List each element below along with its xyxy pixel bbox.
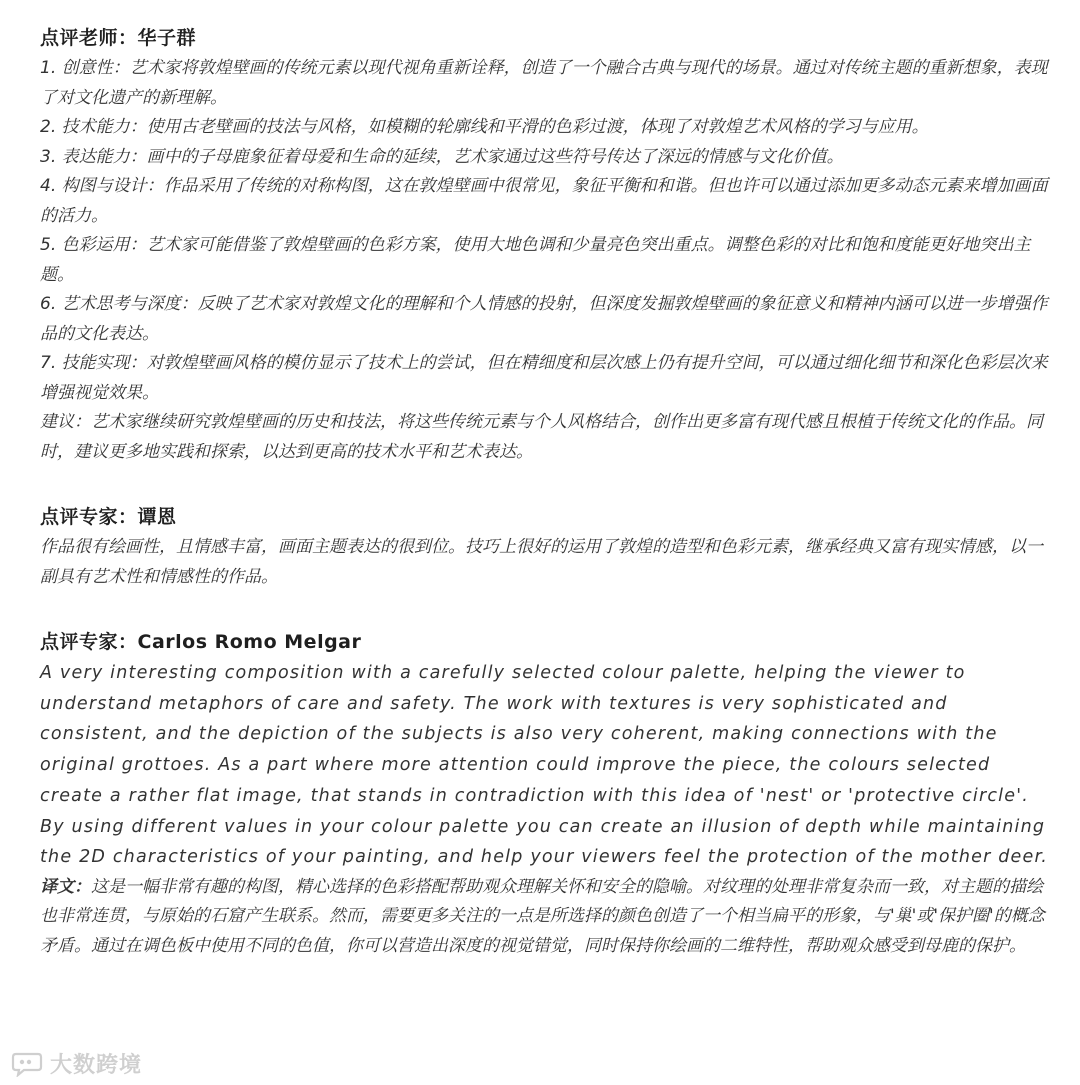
review-paragraph: 7. 技能实现：对敦煌壁画风格的模仿显示了技术上的尝试，但在精细度和层次感上仍有提升空间，可以通过细化细节和深化色彩层次来增强视觉效果。 — [40, 353, 1048, 403]
translation-paragraph — [40, 873, 1050, 962]
review-paragraph: 5. 色彩运用：艺术家可能借鉴了敦煌壁画的色彩方案，使用大地色调和少量亮色突出重点。调整色彩的对比和饱和度能更好地突出主题。 — [40, 235, 1031, 285]
translation-text: 这是一幅非常有趣的构图，精心选择的色彩搭配帮助观众理解关怀和安全的隐喻。对纹理的处理非常复杂而一致，对主题的描绘也非常连贯，与原始的石窟产生联系。然而，需要更多关注的一点是所选择的颜色创造了一个相当扁平的形象，与'巢'或'保护圈'的概念矛盾。通过在调色板中使用不同的色值，你可以营造出深度的视觉错觉，同时保持你绘画的二维特性，帮助观众感受到母鹿的保护。 — [40, 876, 1045, 956]
reviewer-title: 点评专家：Carlos Romo Melgar — [40, 631, 362, 653]
review-section-tan-en — [40, 501, 1050, 592]
review-paragraph: 2. 技术能力：使用古老壁画的技法与风格，如模糊的轮廓线和平滑的色彩过渡，体现了对敦煌艺术风格的学习与应用。 — [40, 117, 929, 137]
english-review: A very interesting composition with a carefully selected colour palette, helping the viewer to understand metaphors of care and safety. The work with textures is very sophisticated and consistent, and the depiction of the subjects is also very coherent, making connections with the original grottoes. As a part where more attention could improve the piece, the colours selected create a rather flat image, that stands in contradiction with this idea of 'nest' or 'protective circle'. By using different values in your colour palette you can create an illusion of depth while maintaining the 2D characteristics of your painting, and help your viewers feel the protection of the mother deer. — [40, 663, 1049, 868]
review-paragraph: 3. 表达能力：画中的子母鹿象征着母爱和生命的延续，艺术家通过这些符号传达了深远的情感与文化价值。 — [40, 146, 844, 167]
watermark-text: 大数跨境 — [50, 1053, 143, 1078]
review-document — [40, 22, 1050, 961]
reviewer-title: 点评老师：华子群 — [40, 27, 197, 49]
review-paragraph: 4. 构图与设计：作品采用了传统的对称构图，这在敦煌壁画中很常见，象征平衡和和谐。但也许可以通过添加更多动态元素来增加画面的活力。 — [40, 176, 1048, 226]
review-suggestion: 建议：艺术家继续研究敦煌壁画的历史和技法，将这些传统元素与个人风格结合，创作出更多富有现代感且根植于传统文化的作品。同时，建议更多地实践和探索，以达到更高的技术水平和艺术表达。 — [40, 412, 1043, 462]
review-section-carlos-romo-melgar — [40, 626, 1050, 961]
reviewer-title: 点评专家：谭恩 — [40, 506, 177, 528]
watermark — [10, 1048, 142, 1079]
review-section-hua-ziqun — [40, 22, 1050, 467]
review-paragraph: 作品很有绘画性，且情感丰富，画面主题表达的很到位。技巧上很好的运用了敦煌的造型和色彩元素，继承经典又富有现实情感，以一副具有艺术性和情感性的作品。 — [40, 537, 1043, 587]
translation-label: 译文： — [40, 876, 91, 897]
speech-bubble-logo-icon — [10, 1051, 44, 1077]
review-paragraph: 1. 创意性：艺术家将敦煌壁画的传统元素以现代视角重新诠释，创造了一个融合古典与现代的场景。通过对传统主题的重新想象，表现了对文化遗产的新理解。 — [40, 58, 1048, 108]
review-paragraph: 6. 艺术思考与深度：反映了艺术家对敦煌文化的理解和个人情感的投射，但深度发掘敦煌壁画的象征意义和精神内涵可以进一步增强作品的文化表达。 — [40, 294, 1048, 344]
